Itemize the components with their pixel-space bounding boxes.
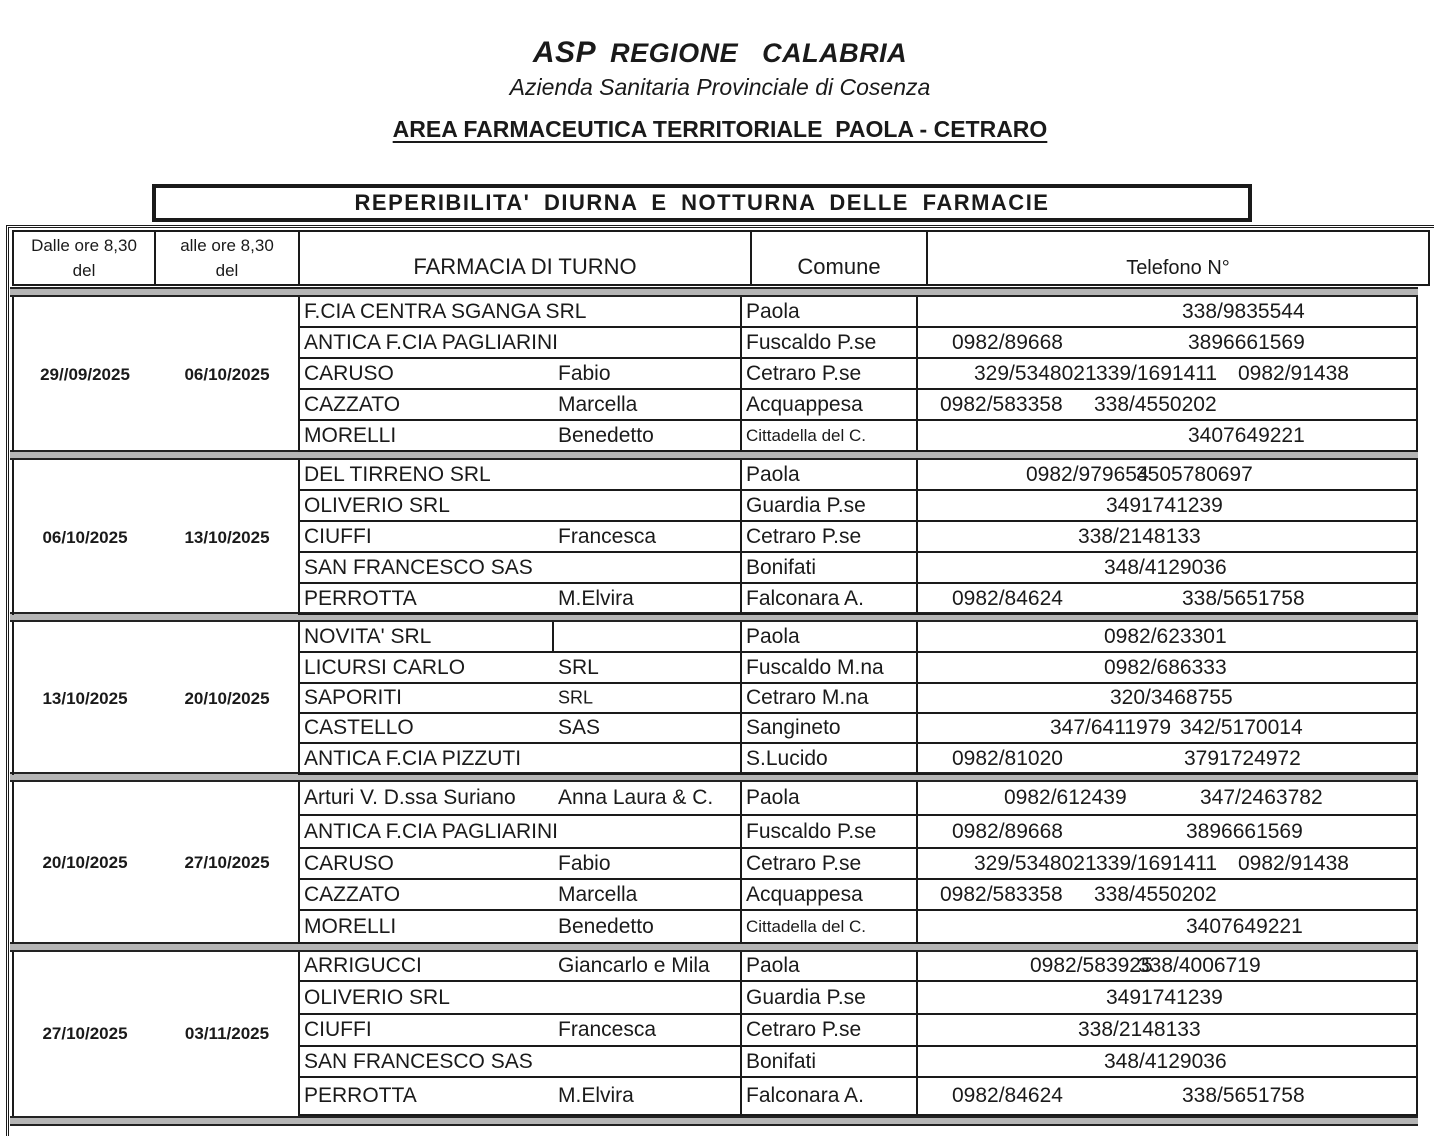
pharmacy-owner: Benedetto xyxy=(558,423,654,447)
phone-cell xyxy=(918,684,1416,712)
table-row xyxy=(300,390,1416,421)
date-to: 06/10/2025 xyxy=(184,364,270,384)
date-from: 29//09/2025 xyxy=(12,297,156,452)
town: Acquappesa xyxy=(740,880,918,909)
table-row xyxy=(300,684,1416,714)
phone-number[interactable]: 347/2463782 xyxy=(1200,786,1323,809)
phone-number[interactable]: 338/5651758 xyxy=(1182,1084,1305,1107)
phone-number[interactable]: 339/1691411 xyxy=(1096,851,1218,875)
town: Cittadella del C. xyxy=(740,911,918,942)
pharmacy-owner: SAS xyxy=(558,716,601,739)
town: Paola xyxy=(740,297,918,326)
phone-cell xyxy=(918,1078,1416,1114)
column-header-to-line2: del xyxy=(215,261,239,280)
table-row xyxy=(300,522,1416,553)
phone-number[interactable]: 338/4550202 xyxy=(1094,392,1217,416)
pharmacy-owner: SRL xyxy=(558,655,599,679)
pharmacy-name: DEL TIRRENO SRL xyxy=(304,462,491,486)
phone-cell xyxy=(918,1047,1416,1076)
pharmacy-name: Arturi V. D.ssa Suriano xyxy=(304,786,516,809)
area-title: AREA FARMACEUTICA TERRITORIALE PAOLA - CETRARO xyxy=(392,116,1048,142)
phone-cell xyxy=(918,622,1416,651)
pharmacy-name: CAZZATO xyxy=(304,392,401,416)
phone-number[interactable]: 0982/84624 xyxy=(952,586,1063,610)
pharmacy-name: CAZZATO xyxy=(304,882,401,906)
phone-number[interactable]: 0982/979654 xyxy=(1026,462,1149,486)
document-title: REPERIBILITA' DIURNA E NOTTURNA DELLE FARMACIE xyxy=(152,184,1252,222)
date-from: 20/10/2025 xyxy=(12,782,156,944)
phone-cell xyxy=(918,653,1416,682)
pharmacy-name: CARUSO xyxy=(304,851,394,875)
town: Cetraro M.na xyxy=(740,684,918,712)
column-header-pharmacy: FARMACIA DI TURNO xyxy=(298,230,752,286)
table-row xyxy=(300,744,1416,775)
phone-number[interactable]: 338/4550202 xyxy=(1094,882,1217,906)
phone-number[interactable]: 0982/612439 xyxy=(1004,786,1127,809)
phone-cell xyxy=(918,390,1416,419)
phone-number[interactable]: 0982/89668 xyxy=(952,330,1063,354)
column-header-town: Comune xyxy=(750,230,928,286)
town: Cetraro P.se xyxy=(740,522,918,551)
pharmacy-name: ARRIGUCCI xyxy=(304,954,422,977)
pharmacy-name: MORELLI xyxy=(304,914,397,938)
org-region: REGIONE CALABRIA xyxy=(610,38,908,68)
table-row xyxy=(300,816,1416,849)
town: Guardia P.se xyxy=(740,491,918,520)
phone-cell xyxy=(918,714,1416,742)
date-to: 20/10/2025 xyxy=(184,688,270,708)
pharmacy-owner: SRL xyxy=(558,687,594,708)
pharmacy-owner: Francesca xyxy=(558,524,657,548)
phone-number[interactable]: 3791724972 xyxy=(1184,746,1301,770)
town: Paola xyxy=(740,952,918,980)
phone-cell xyxy=(918,744,1416,773)
phone-number[interactable]: 342/5170014 xyxy=(1180,716,1303,739)
table-row xyxy=(300,1015,1416,1047)
pharmacy-name: MORELLI xyxy=(304,423,397,447)
phone-number[interactable]: 347/6411979 xyxy=(1050,716,1172,739)
town: Paola xyxy=(740,460,918,489)
pharmacy-owner: Benedetto xyxy=(558,914,654,938)
table-row xyxy=(300,553,1416,584)
phone-number[interactable]: 3407649221 xyxy=(1188,423,1305,447)
pharmacy-name: PERROTTA xyxy=(304,1084,417,1107)
phone-number[interactable]: 3896661569 xyxy=(1186,819,1303,843)
phone-cell xyxy=(918,491,1416,520)
town: Bonifati xyxy=(740,1047,918,1076)
org-subtitle: Azienda Sanitaria Provinciale di Cosenza xyxy=(509,74,931,100)
pharmacy-owner: Marcella xyxy=(558,392,638,416)
phone-number[interactable]: 0982/623301 xyxy=(1104,624,1227,648)
pharmacy-name: OLIVERIO SRL xyxy=(304,985,450,1009)
phone-cell xyxy=(918,297,1416,326)
pharmacy-name: CIUFFI xyxy=(304,524,372,548)
phone-number[interactable]: 0982/91438 xyxy=(1238,851,1349,875)
column-header-to xyxy=(154,230,300,286)
phone-number[interactable]: 0982/583358 xyxy=(940,392,1063,416)
pharmacy-rows xyxy=(298,622,1418,775)
phone-cell xyxy=(918,553,1416,582)
phone-number[interactable]: 329/5348021 xyxy=(974,851,1097,875)
phone-number[interactable]: 0982/84624 xyxy=(952,1084,1063,1107)
table-row xyxy=(300,982,1416,1015)
pharmacy-rows xyxy=(298,297,1418,452)
phone-cell xyxy=(918,911,1416,942)
phone-cell xyxy=(918,782,1416,814)
phone-cell xyxy=(918,522,1416,551)
column-header-phone: Telefono N° xyxy=(926,230,1430,286)
table-row xyxy=(300,782,1416,816)
town: Fuscaldo M.na xyxy=(740,653,918,682)
phone-cell xyxy=(918,982,1416,1013)
town: Falconara A. xyxy=(740,584,918,613)
phone-cell xyxy=(918,849,1416,878)
town: Falconara A. xyxy=(740,1078,918,1114)
week-block xyxy=(10,460,1418,615)
phone-cell xyxy=(918,328,1416,357)
phone-cell xyxy=(918,359,1416,388)
pharmacy-name: PERROTTA xyxy=(304,586,417,610)
phone-cell xyxy=(918,816,1416,847)
pharmacy-name: ANTICA F.CIA PIZZUTI xyxy=(304,746,522,770)
town: Paola xyxy=(740,782,918,814)
pharmacy-name: SAN FRANCESCO SAS xyxy=(304,555,533,579)
phone-number[interactable]: 0982/583358 xyxy=(940,882,1063,906)
table-row xyxy=(300,880,1416,911)
block-separator xyxy=(10,287,1418,297)
pharmacy-owner: M.Elvira xyxy=(558,586,634,610)
week-block xyxy=(10,622,1418,775)
table-row xyxy=(300,911,1416,944)
column-header-from xyxy=(12,230,156,286)
pharmacy-owner: M.Elvira xyxy=(558,1084,634,1107)
phone-number[interactable]: 338/5651758 xyxy=(1182,586,1305,610)
org-acronym: ASP xyxy=(532,36,597,69)
town: Sangineto xyxy=(740,714,918,742)
column-header-from-line2: del xyxy=(72,261,96,280)
phone-number[interactable]: 320/3468755 xyxy=(1110,686,1233,709)
pharmacy-name: OLIVERIO SRL xyxy=(304,493,450,517)
phone-cell xyxy=(918,584,1416,613)
pharmacy-name: SAPORITI xyxy=(304,686,403,709)
town: Acquappesa xyxy=(740,390,918,419)
pharmacy-owner: Fabio xyxy=(558,851,611,875)
town: Cetraro P.se xyxy=(740,1015,918,1045)
table-row xyxy=(300,584,1416,615)
town: Bonifati xyxy=(740,553,918,582)
table-row xyxy=(300,622,1416,653)
phone-number[interactable]: 3896661569 xyxy=(1188,330,1305,354)
table-row xyxy=(300,328,1416,359)
phone-number[interactable]: 0982/81020 xyxy=(952,746,1063,770)
table-row xyxy=(300,653,1416,684)
pharmacy-name: NOVITA' SRL xyxy=(304,624,432,648)
phone-number[interactable]: 329/5348021 xyxy=(974,361,1097,385)
date-to: 13/10/2025 xyxy=(184,527,270,547)
org-title xyxy=(0,36,1440,70)
phone-number[interactable]: 338/2148133 xyxy=(1078,1018,1201,1041)
table-row xyxy=(300,849,1416,880)
town: Paola xyxy=(740,622,918,651)
phone-number[interactable]: 3407649221 xyxy=(1186,914,1303,938)
phone-number[interactable]: 338/4006719 xyxy=(1138,954,1261,977)
table-row xyxy=(300,359,1416,390)
phone-number[interactable]: 3505780697 xyxy=(1136,462,1253,486)
table-row xyxy=(300,460,1416,491)
column-header-from-line1: Dalle ore 8,30 xyxy=(31,236,137,255)
phone-number[interactable]: 348/4129036 xyxy=(1104,1049,1227,1073)
town: Cittadella del C. xyxy=(740,421,918,450)
pharmacy-name: ANTICA F.CIA PAGLIARINI xyxy=(304,330,559,354)
week-block xyxy=(10,952,1418,1116)
phone-number[interactable]: 0982/686333 xyxy=(1104,655,1227,679)
phone-number[interactable]: 348/4129036 xyxy=(1104,555,1227,579)
phone-number[interactable]: 338/2148133 xyxy=(1078,524,1201,548)
pharmacy-name: F.CIA CENTRA SGANGA SRL xyxy=(304,299,587,323)
town: Cetraro P.se xyxy=(740,849,918,878)
pharmacy-name: SAN FRANCESCO SAS xyxy=(304,1049,533,1073)
table-row xyxy=(300,297,1416,328)
pharmacy-owner: Francesca xyxy=(558,1018,657,1041)
column-header-to-line1: alle ore 8,30 xyxy=(180,236,274,255)
table-row xyxy=(300,714,1416,744)
table-row xyxy=(300,421,1416,452)
phone-cell xyxy=(918,460,1416,489)
pharmacy-name: LICURSI CARLO xyxy=(304,655,466,679)
phone-number[interactable]: 0982/583925 xyxy=(1030,954,1153,977)
pharmacy-owner: Anna Laura & C. xyxy=(558,786,714,809)
town: Cetraro P.se xyxy=(740,359,918,388)
town: Fuscaldo P.se xyxy=(740,328,918,357)
phone-number[interactable]: 3491741239 xyxy=(1106,985,1223,1009)
phone-cell xyxy=(918,952,1416,980)
pharmacy-name: CASTELLO xyxy=(304,716,414,739)
pharmacy-owner: Fabio xyxy=(558,361,611,385)
table-row xyxy=(300,1047,1416,1078)
phone-number[interactable]: 338/9835544 xyxy=(1182,299,1305,323)
phone-cell xyxy=(918,880,1416,909)
town: Guardia P.se xyxy=(740,982,918,1013)
phone-number[interactable]: 3491741239 xyxy=(1106,493,1223,517)
date-from: 06/10/2025 xyxy=(12,460,156,615)
cell-divider xyxy=(552,622,554,651)
week-block xyxy=(10,782,1418,944)
date-to: 27/10/2025 xyxy=(184,853,270,872)
block-separator xyxy=(10,1116,1418,1126)
phone-cell xyxy=(918,421,1416,450)
date-from: 13/10/2025 xyxy=(12,622,156,775)
table-row xyxy=(300,491,1416,522)
phone-number[interactable]: 339/1691411 xyxy=(1096,361,1218,385)
pharmacy-name: CARUSO xyxy=(304,361,394,385)
phone-cell xyxy=(918,1015,1416,1045)
pharmacy-name: ANTICA F.CIA PAGLIARINI xyxy=(304,819,559,843)
town: Fuscaldo P.se xyxy=(740,816,918,847)
town: S.Lucido xyxy=(740,744,918,773)
pharmacy-name: CIUFFI xyxy=(304,1018,372,1041)
date-to: 03/11/2025 xyxy=(184,1024,270,1043)
phone-number[interactable]: 0982/91438 xyxy=(1238,361,1349,385)
pharmacy-owner: Marcella xyxy=(558,882,638,906)
date-from: 27/10/2025 xyxy=(12,952,156,1116)
phone-number[interactable]: 0982/89668 xyxy=(952,819,1063,843)
table-row xyxy=(300,1078,1416,1116)
week-block xyxy=(10,297,1418,452)
table-row xyxy=(300,952,1416,982)
pharmacy-rows xyxy=(298,460,1418,615)
pharmacy-rows xyxy=(298,952,1418,1116)
pharmacy-rows xyxy=(298,782,1418,944)
pharmacy-owner: Giancarlo e Mila xyxy=(558,954,710,977)
